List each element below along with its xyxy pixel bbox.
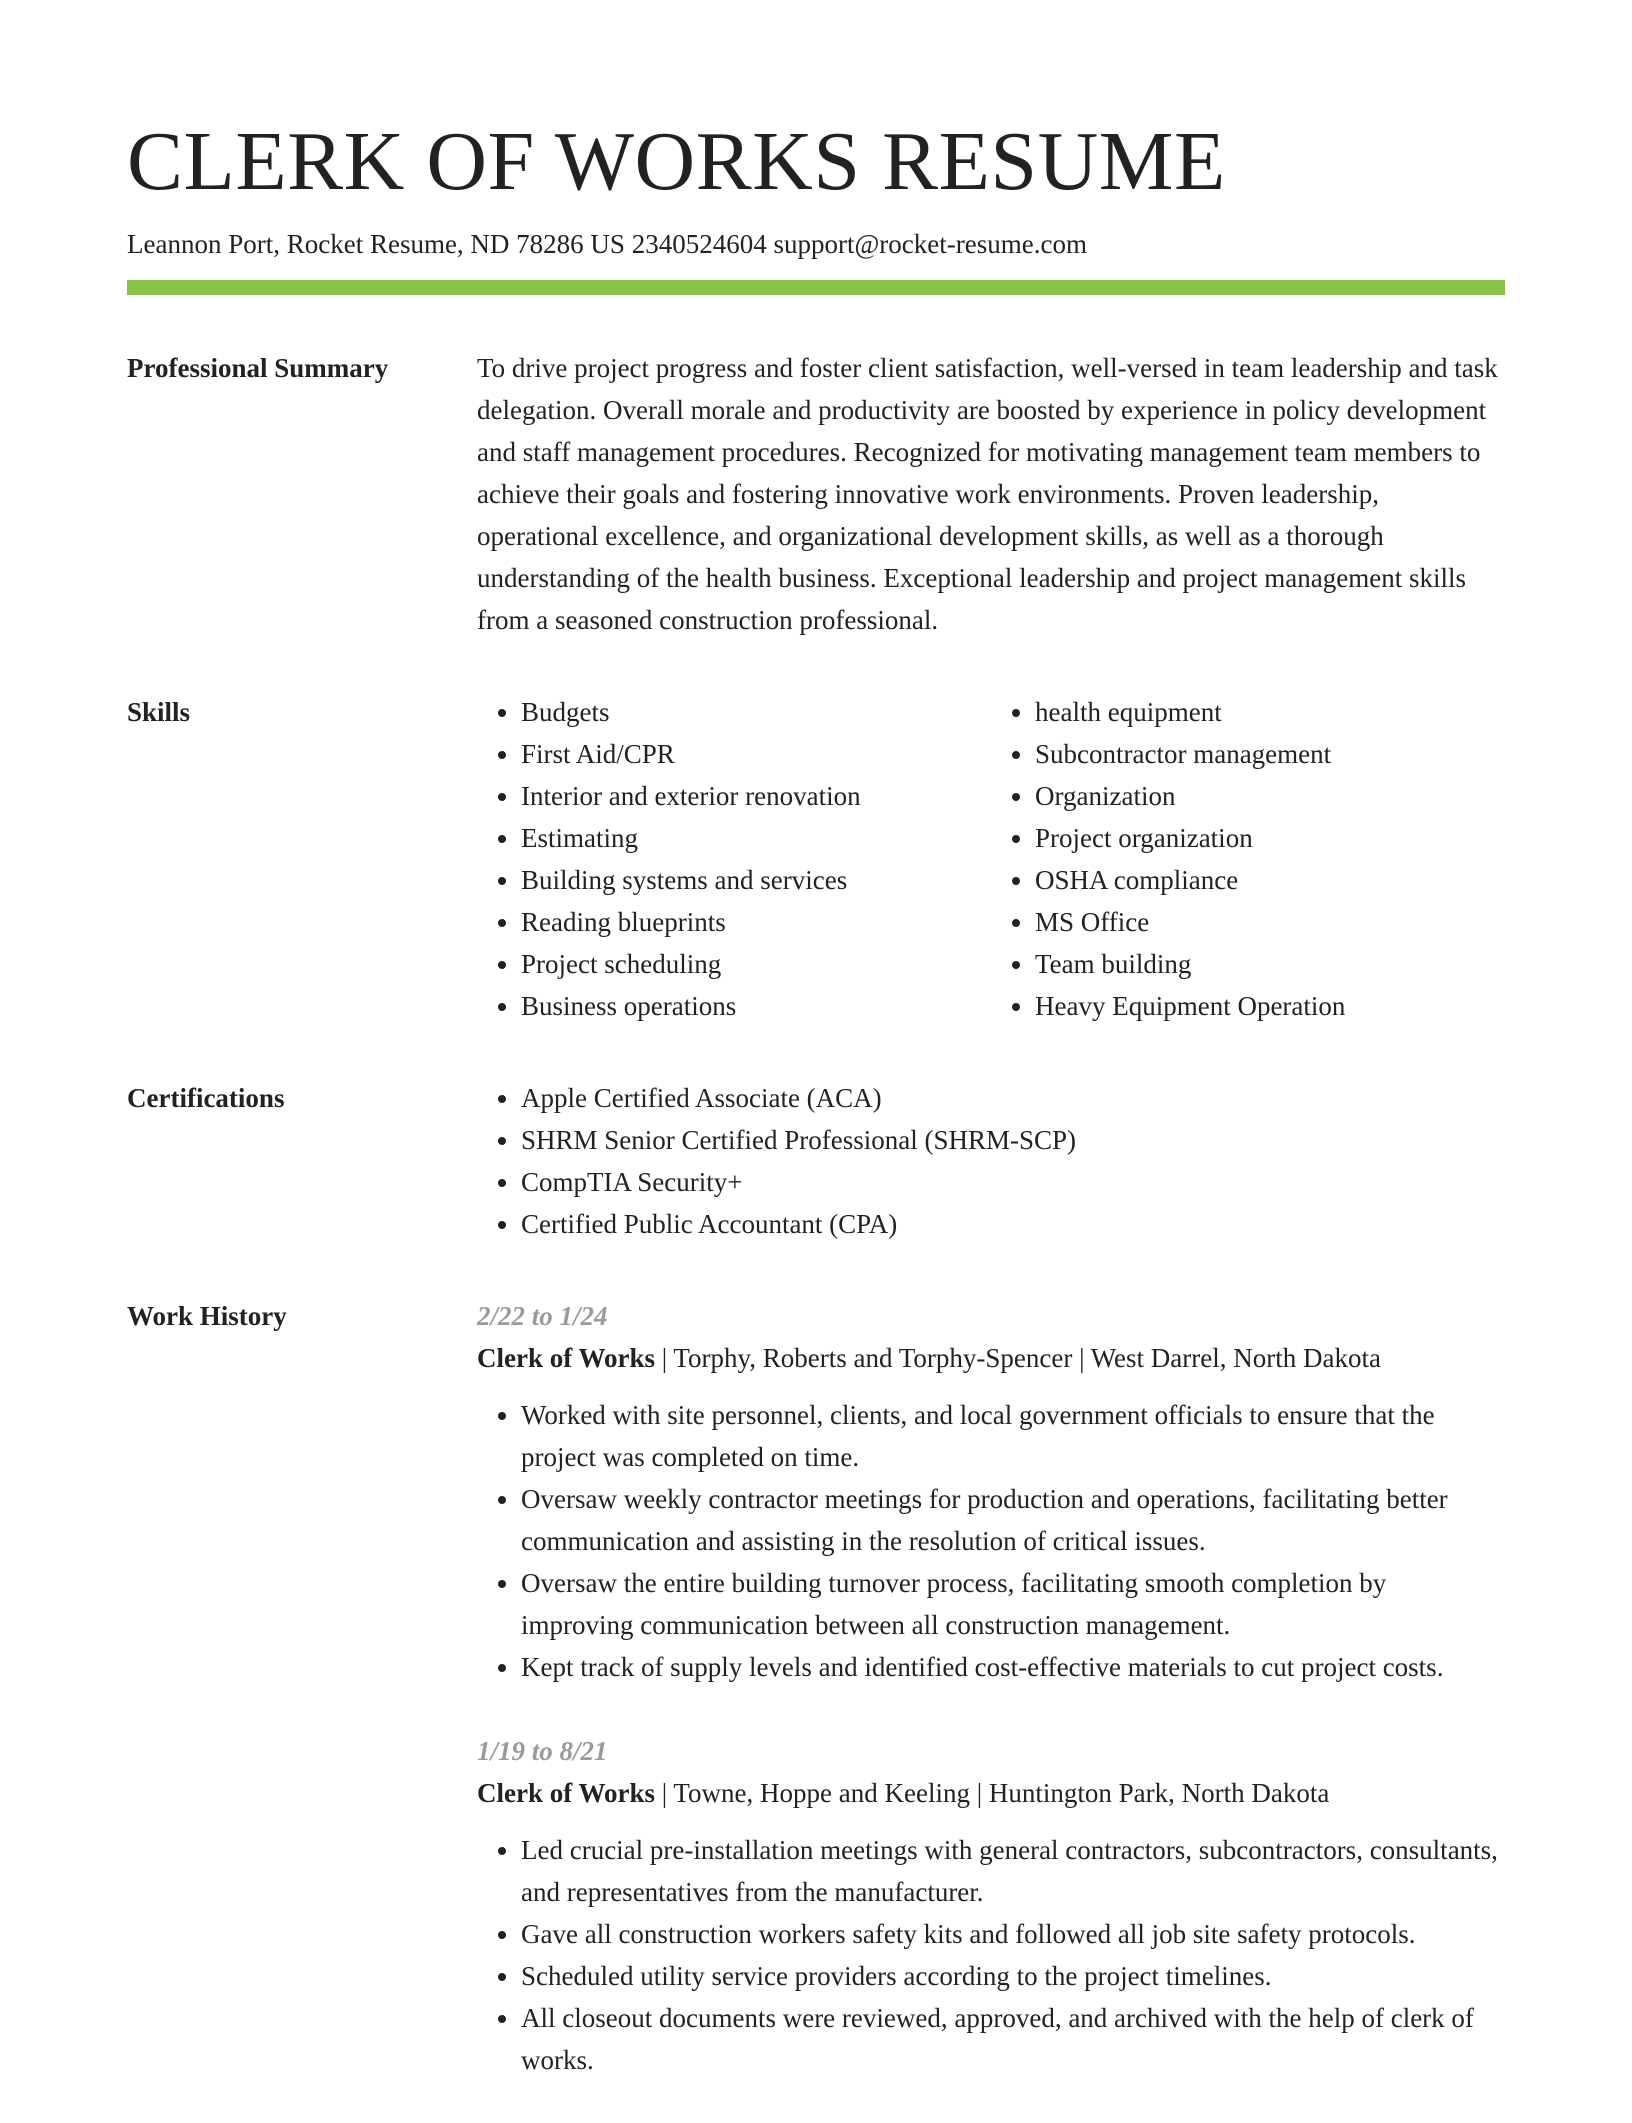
summary-body [477, 347, 1505, 641]
summary-text: To drive project progress and foster client satisfaction, well-versed in team leadership and task delegation. Overall morale and productivity are boosted by experience in policy development and staff management procedures. Recognized for motivating management team members to achieve their goals and fostering innovative work environments. Proven leadership, operational excellence, and organizational development skills, as well as a thorough understanding of the health business. Exceptional leadership and project management skills from a seasoned construction professional. [477, 353, 1498, 636]
certification-item: • SHRM Senior Certified Professional (SHRM-SCP) [521, 1119, 1505, 1161]
job-duty: • Led crucial pre-installation meetings with general contractors, subcontractors, consultants, and representatives from the manufacturer. [521, 1829, 1505, 1913]
skills-body [477, 691, 1505, 1027]
resume-title: CLERK OF WORKS RESUME [127, 115, 1226, 208]
header-divider [127, 280, 1505, 295]
certifications-list [477, 1077, 1505, 1245]
job-duty: • Worked with site personnel, clients, and local government officials to ensure that the project was completed on time. [521, 1394, 1505, 1478]
skill-item: • Subcontractor management [1035, 733, 1505, 775]
skills-list-right [991, 691, 1505, 1027]
skill-item: • Building systems and services [521, 859, 991, 901]
work-history-label: Work History [127, 1301, 287, 1332]
skill-item: • Reading blueprints [521, 901, 991, 943]
certifications-section [127, 1077, 1505, 1245]
job-duty: • All closeout documents were reviewed, approved, and archived with the help of clerk of works. [521, 1997, 1505, 2081]
certification-item: • Certified Public Accountant (CPA) [521, 1203, 1505, 1245]
summary-label: Professional Summary [127, 353, 389, 384]
work-history-section [127, 1295, 1505, 2123]
skill-item: • Interior and exterior renovation [521, 775, 991, 817]
job-entry [477, 1295, 1505, 1688]
job-employer-location: | Torphy, Roberts and Torphy-Spencer | West Darrel, North Dakota [655, 1343, 1381, 1374]
job-duty: • Oversaw the entire building turnover process, facilitating smooth completion by improving communication between all construction management. [521, 1562, 1505, 1646]
certifications-label: Certifications [127, 1083, 285, 1114]
work-history-body [477, 1295, 1505, 2123]
job-duty: • Scheduled utility service providers according to the project timelines. [521, 1955, 1505, 1997]
skill-item: • MS Office [1035, 901, 1505, 943]
contact-line: Leannon Port, Rocket Resume, ND 78286 US 2340524604 support@rocket-resume.com [127, 229, 1087, 259]
job-duty: • Kept track of supply levels and identified cost-effective materials to cut project costs. [521, 1646, 1505, 1688]
skills-label: Skills [127, 697, 191, 728]
skills-section [127, 691, 1505, 1027]
certification-item: • CompTIA Security+ [521, 1161, 1505, 1203]
skill-item: • Team building [1035, 943, 1505, 985]
skill-item: • health equipment [1035, 691, 1505, 733]
job-employer-location: | Towne, Hoppe and Keeling | Huntington Park, North Dakota [655, 1778, 1330, 1809]
job-entry [477, 1730, 1505, 2081]
skill-item: • Business operations [521, 985, 991, 1027]
certifications-body [477, 1077, 1505, 1245]
job-heading [477, 1772, 1505, 1814]
skill-item: • Heavy Equipment Operation [1035, 985, 1505, 1027]
job-duty: • Oversaw weekly contractor meetings for production and operations, facilitating better communication and assisting in the resolution of critical issues. [521, 1478, 1505, 1562]
job-dates: 2/22 to 1/24 [477, 1301, 608, 1332]
skills-list-left [477, 691, 991, 1027]
job-dates: 1/19 to 8/21 [477, 1736, 608, 1767]
skill-item: • Project organization [1035, 817, 1505, 859]
job-title: Clerk of Works [477, 1343, 656, 1374]
skill-item: • OSHA compliance [1035, 859, 1505, 901]
job-title: Clerk of Works [477, 1778, 656, 1809]
job-duties-list [477, 1394, 1505, 1688]
job-duty: • Gave all construction workers safety kits and followed all job site safety protocols. [521, 1913, 1505, 1955]
job-duties-list [477, 1829, 1505, 2081]
certification-item: • Apple Certified Associate (ACA) [521, 1077, 1505, 1119]
skill-item: • Organization [1035, 775, 1505, 817]
summary-section [127, 347, 1505, 641]
skill-item: • First Aid/CPR [521, 733, 991, 775]
skill-item: • Project scheduling [521, 943, 991, 985]
skill-item: • Budgets [521, 691, 991, 733]
job-heading [477, 1337, 1505, 1379]
skill-item: • Estimating [521, 817, 991, 859]
